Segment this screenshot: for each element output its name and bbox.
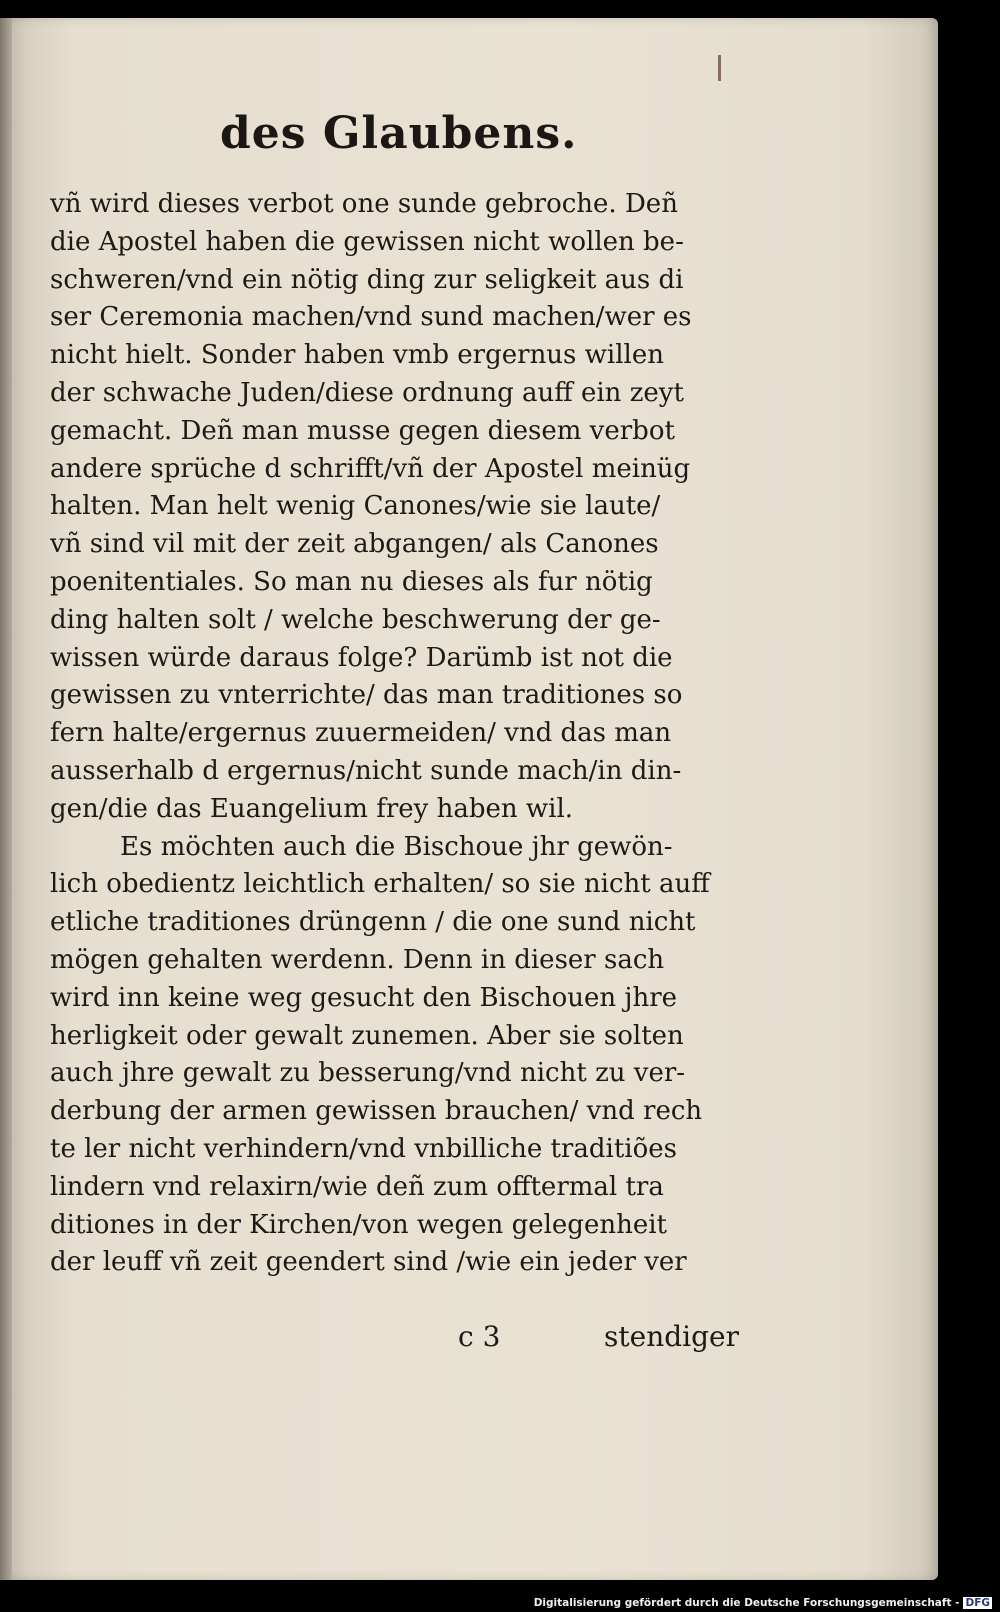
text-line: schweren/vnd ein nötig ding zur seligkeit aus di bbox=[50, 264, 684, 295]
text-line: gen/die das Euangelium frey haben wil. bbox=[50, 793, 574, 824]
text-line: lindern vnd relaxirn/wie deñ zum offtermal tra bbox=[50, 1171, 664, 1202]
text-line: te ler nicht verhindern/vnd vnbilliche traditiões bbox=[50, 1133, 677, 1164]
credit-text: Digitalisierung gefördert durch die Deutsche Forschungsgemeinschaft - bbox=[533, 1597, 960, 1609]
text-line: gemacht. Deñ man musse gegen diesem verbot bbox=[50, 415, 675, 446]
text-line: poenitentiales. So man nu dieses als fur nötig bbox=[50, 566, 653, 597]
text-line: ausserhalb d ergernus/nicht sunde mach/in din- bbox=[50, 755, 682, 786]
text-line: vñ wird dieses verbot one sunde gebroche. Deñ bbox=[50, 189, 678, 219]
text-line: der schwache Juden/diese ordnung auff ein zeyt bbox=[50, 377, 684, 408]
signature-mark: c 3 bbox=[458, 1320, 501, 1353]
running-head: des Glaubens. bbox=[220, 108, 578, 159]
text-line: ser Ceremonia machen/vnd sund machen/wer es bbox=[50, 302, 692, 333]
page-footer bbox=[0, 1320, 938, 1360]
digitization-credit bbox=[534, 1597, 992, 1609]
text-line: fern halte/ergernus zuuermeiden/ vnd das man bbox=[50, 718, 672, 749]
text-line: ding halten solt / welche beschwerung der ge- bbox=[50, 604, 661, 635]
text-line: wissen würde daraus folge? Darümb ist not die bbox=[50, 642, 673, 673]
text-line: ditiones in der Kirchen/von wegen gelegenheit bbox=[50, 1209, 667, 1240]
text-line: die Apostel haben die gewissen nicht wollen be- bbox=[50, 226, 684, 257]
text-line: derbung der armen gewissen brauchen/ vnd rech bbox=[50, 1096, 703, 1127]
text-line: andere sprüche d schrifft/vñ der Apostel meinüg bbox=[50, 453, 691, 484]
text-line: nicht hielt. Sonder haben vmb ergernus willen bbox=[50, 340, 664, 371]
text-line: herligkeit oder gewalt zunemen. Aber sie solten bbox=[50, 1020, 684, 1051]
text-line: etliche traditiones drüngenn / die one sund nicht bbox=[50, 907, 696, 938]
text-line: der leuff vñ zeit geendert sind /wie ein jeder ver bbox=[50, 1247, 687, 1278]
text-line: gewissen zu vnterrichte/ das man traditiones so bbox=[50, 680, 683, 711]
text-line: wird inn keine weg gesucht den Bischouen jhre bbox=[50, 982, 678, 1013]
text-line: Es möchten auch die Bischoue jhr gewön- bbox=[120, 831, 673, 862]
text-line: lich obedientz leichtlich erhalten/ so sie nicht auff bbox=[50, 869, 710, 900]
body-text bbox=[50, 186, 750, 1282]
text-line: auch jhre gewalt zu besserung/vnd nicht zu ver- bbox=[50, 1058, 686, 1089]
text-line: mögen gehalten werdenn. Denn in dieser sach bbox=[50, 944, 665, 975]
catchword: stendiger bbox=[604, 1320, 739, 1353]
dfg-logo: DFG bbox=[965, 1597, 990, 1609]
ink-mark bbox=[718, 55, 721, 81]
text-line: halten. Man helt wenig Canones/wie sie laute/ bbox=[50, 491, 661, 522]
text-line: vñ sind vil mit der zeit abgangen/ als Canones bbox=[50, 529, 659, 560]
